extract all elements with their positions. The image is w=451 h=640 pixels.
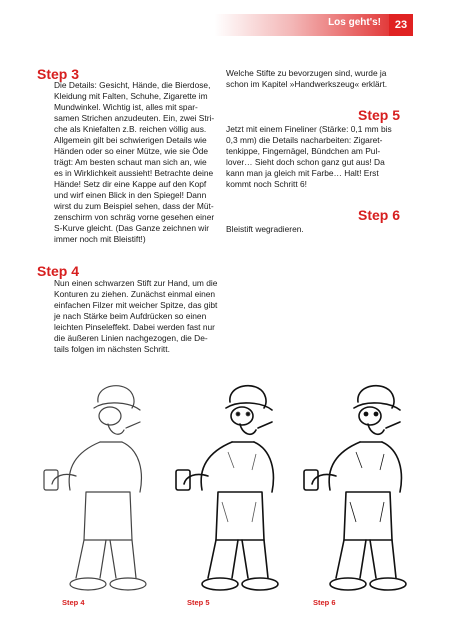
- text-line: tenkippe, Fingernägel, Bündchen am Pul-: [226, 146, 381, 156]
- caption-step6: Step 6: [313, 598, 336, 607]
- illustration-step4: [36, 372, 162, 600]
- text-line: Konturen zu ziehen. Zunächst einmal einen: [54, 289, 216, 299]
- step3-continued-text: [226, 68, 426, 90]
- caption-step4: Step 4: [62, 598, 85, 607]
- text-line: Kleidung mit Falten, Schuhe, Zigarette im: [54, 91, 208, 101]
- text-line: Mundwinkel. Wichtig ist, alles mit spar-: [54, 102, 198, 112]
- text-line: Allgemein gilt bei schwierigen Details wie: [54, 135, 207, 145]
- text-line: trägt: Am besten schaut man sich an, wie: [54, 157, 207, 167]
- character-sketch-step6: [296, 372, 422, 600]
- text-line: je nach Stärke beim Aufdrücken so einen: [54, 311, 207, 321]
- text-line: 0,3 mm) die Details nacharbeiten: Zigaret-: [226, 135, 383, 145]
- character-sketch-step4: [36, 372, 162, 600]
- step4-heading: Step 4: [37, 263, 80, 279]
- text-line: es in Wirklichkeit aussieht! Betrachte deine: [54, 168, 214, 178]
- text-line: Bleistift wegradieren.: [226, 224, 304, 234]
- caption-step5: Step 5: [187, 598, 210, 607]
- character-sketch-step5: [168, 372, 294, 600]
- text-line: lover… Sieht doch schon ganz gut aus! Da: [226, 157, 385, 167]
- chapter-title: Los geht's!: [328, 17, 381, 28]
- text-line: schon im Kapitel »Handwerkszeug« erklärt.: [226, 79, 388, 89]
- text-line: Händen oder so einer Mütze, wie sie Öde: [54, 146, 209, 156]
- text-line: tails folgen im nächsten Schritt.: [54, 344, 170, 354]
- text-line: zenschirm von schräg vorne gesehen einer: [54, 212, 215, 222]
- text-line: wirst du zum Beispiel sehen, dass der Müt-: [54, 201, 214, 211]
- illustration-step5: [168, 372, 294, 600]
- text-line: Hände! Setz dir eine Kappe auf den Kopf: [54, 179, 207, 189]
- step-illustrations: [30, 372, 430, 600]
- text-line: S-Kurve gleicht. (Das Ganze zeichnen wir: [54, 223, 210, 233]
- step3-text: [54, 80, 226, 245]
- text-line: Welche Stifte zu bevorzugen sind, wurde ja: [226, 68, 387, 78]
- text-line: Jetzt mit einem Fineliner (Stärke: 0,1 mm bis: [226, 124, 392, 134]
- step5-heading: Step 5: [358, 107, 401, 123]
- page-header: [0, 14, 451, 36]
- illustration-step6: [296, 372, 422, 600]
- step6-text: [226, 224, 426, 235]
- text-line: Die Details: Gesicht, Hände, die Bierdose,: [54, 80, 211, 90]
- text-line: che als Kniefalten z.B. reichen völlig aus.: [54, 124, 207, 134]
- text-line: kommt noch Schritt 6!: [226, 179, 307, 189]
- text-line: und wirf einen Blick in den Spiegel! Dann: [54, 190, 207, 200]
- step4-text: [54, 278, 226, 355]
- text-line: leichten Pinseleffekt. Dabei werden fast nur: [54, 322, 215, 332]
- text-line: immer noch mit Bleistift!): [54, 234, 146, 244]
- text-line: kann man ja gleich mit Farbe… Halt! Erst: [226, 168, 379, 178]
- page-number: 23: [389, 14, 413, 36]
- text-line: die äußeren Linien nachgezogen, die De-: [54, 333, 208, 343]
- step6-heading: Step 6: [358, 207, 401, 223]
- text-line: samen Strichen anzudeuten. Ein, zwei Stri-: [54, 113, 215, 123]
- step5-text: [226, 124, 426, 190]
- step3-heading: Step 3: [37, 66, 80, 82]
- text-line: Nun einen schwarzen Stift zur Hand, um die: [54, 278, 218, 288]
- text-line: einfachen Filzer mit weicher Spitze, das gibt: [54, 300, 218, 310]
